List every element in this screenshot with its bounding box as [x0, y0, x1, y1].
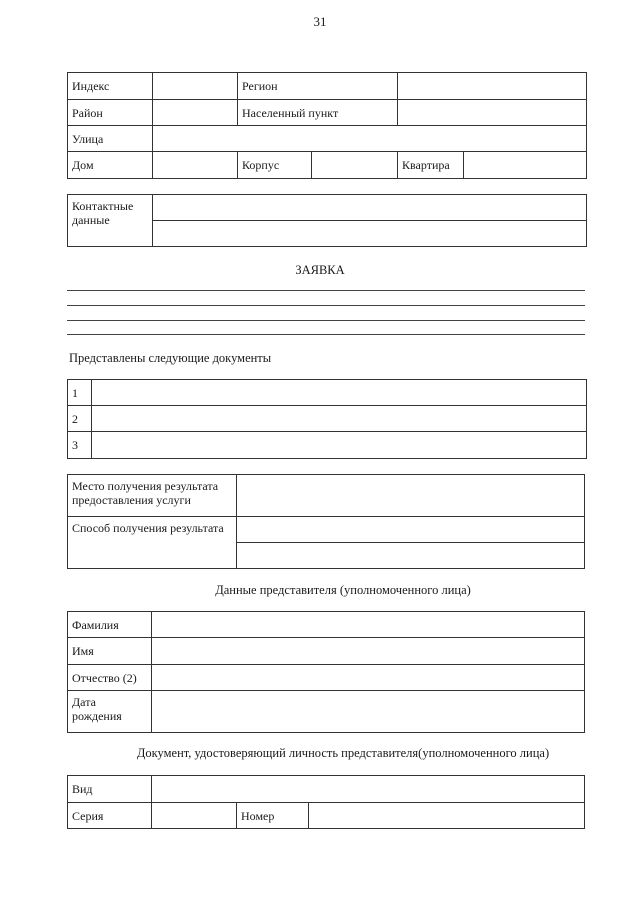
application-line-2[interactable]	[67, 305, 585, 306]
district-label: Район	[68, 100, 153, 126]
document-number-2: 2	[68, 406, 92, 432]
contacts-field-2[interactable]	[153, 221, 587, 247]
document-field-1[interactable]	[92, 380, 587, 406]
result-method-label: Способ получения результата	[68, 517, 237, 569]
documents-heading: Представлены следующие документы	[69, 351, 272, 365]
address-table	[67, 72, 587, 179]
representative-table	[67, 611, 585, 733]
building-field[interactable]	[312, 152, 398, 179]
district-field[interactable]	[153, 100, 238, 126]
street-label: Улица	[68, 126, 153, 152]
result-table	[67, 474, 585, 569]
birthdate-label: Дата рождения	[68, 691, 152, 733]
documents-table	[67, 379, 587, 459]
street-field[interactable]	[153, 126, 587, 152]
page-number: 31	[313, 14, 327, 29]
result-method-field-2[interactable]	[237, 543, 585, 569]
index-field[interactable]	[153, 73, 238, 100]
birthdate-field[interactable]	[152, 691, 585, 733]
result-place-field[interactable]	[237, 475, 585, 517]
house-field[interactable]	[153, 152, 238, 179]
index-label: Индекс	[68, 73, 153, 100]
surname-field[interactable]	[152, 612, 585, 638]
document-number-1: 1	[68, 380, 92, 406]
application-line-4[interactable]	[67, 334, 585, 335]
settlement-field[interactable]	[398, 100, 587, 126]
region-label: Регион	[238, 73, 398, 100]
identity-doc-table	[67, 775, 585, 829]
doc-series-label: Серия	[68, 803, 152, 829]
application-title: ЗАЯВКА	[295, 263, 345, 277]
apartment-label: Квартира	[398, 152, 464, 179]
patronymic-label: Отчество (2)	[68, 665, 152, 691]
name-field[interactable]	[152, 638, 585, 665]
settlement-label: Населенный пункт	[238, 100, 398, 126]
apartment-field[interactable]	[464, 152, 587, 179]
identity-doc-heading: Документ, удостоверяющий личность представителя(уполномоченного лица)	[136, 746, 550, 760]
name-label: Имя	[68, 638, 152, 665]
representative-heading: Данные представителя (уполномоченного лица)	[215, 583, 471, 597]
doc-number-field[interactable]	[309, 803, 585, 829]
contacts-table	[67, 194, 587, 247]
region-field[interactable]	[398, 73, 587, 100]
contacts-label: Контактные данные	[68, 195, 153, 247]
building-label: Корпус	[238, 152, 312, 179]
doc-number-label: Номер	[237, 803, 309, 829]
doc-series-field[interactable]	[152, 803, 237, 829]
doc-type-label: Вид	[68, 776, 152, 803]
application-line-3[interactable]	[67, 320, 585, 321]
contacts-field-1[interactable]	[153, 195, 587, 221]
result-place-label: Место получения результата предоставления услуги	[68, 475, 237, 517]
result-method-field-1[interactable]	[237, 517, 585, 543]
surname-label: Фамилия	[68, 612, 152, 638]
document-number-3: 3	[68, 432, 92, 459]
house-label: Дом	[68, 152, 153, 179]
document-field-3[interactable]	[92, 432, 587, 459]
document-field-2[interactable]	[92, 406, 587, 432]
patronymic-field[interactable]	[152, 665, 585, 691]
application-line-1[interactable]	[67, 290, 585, 291]
doc-type-field[interactable]	[152, 776, 585, 803]
